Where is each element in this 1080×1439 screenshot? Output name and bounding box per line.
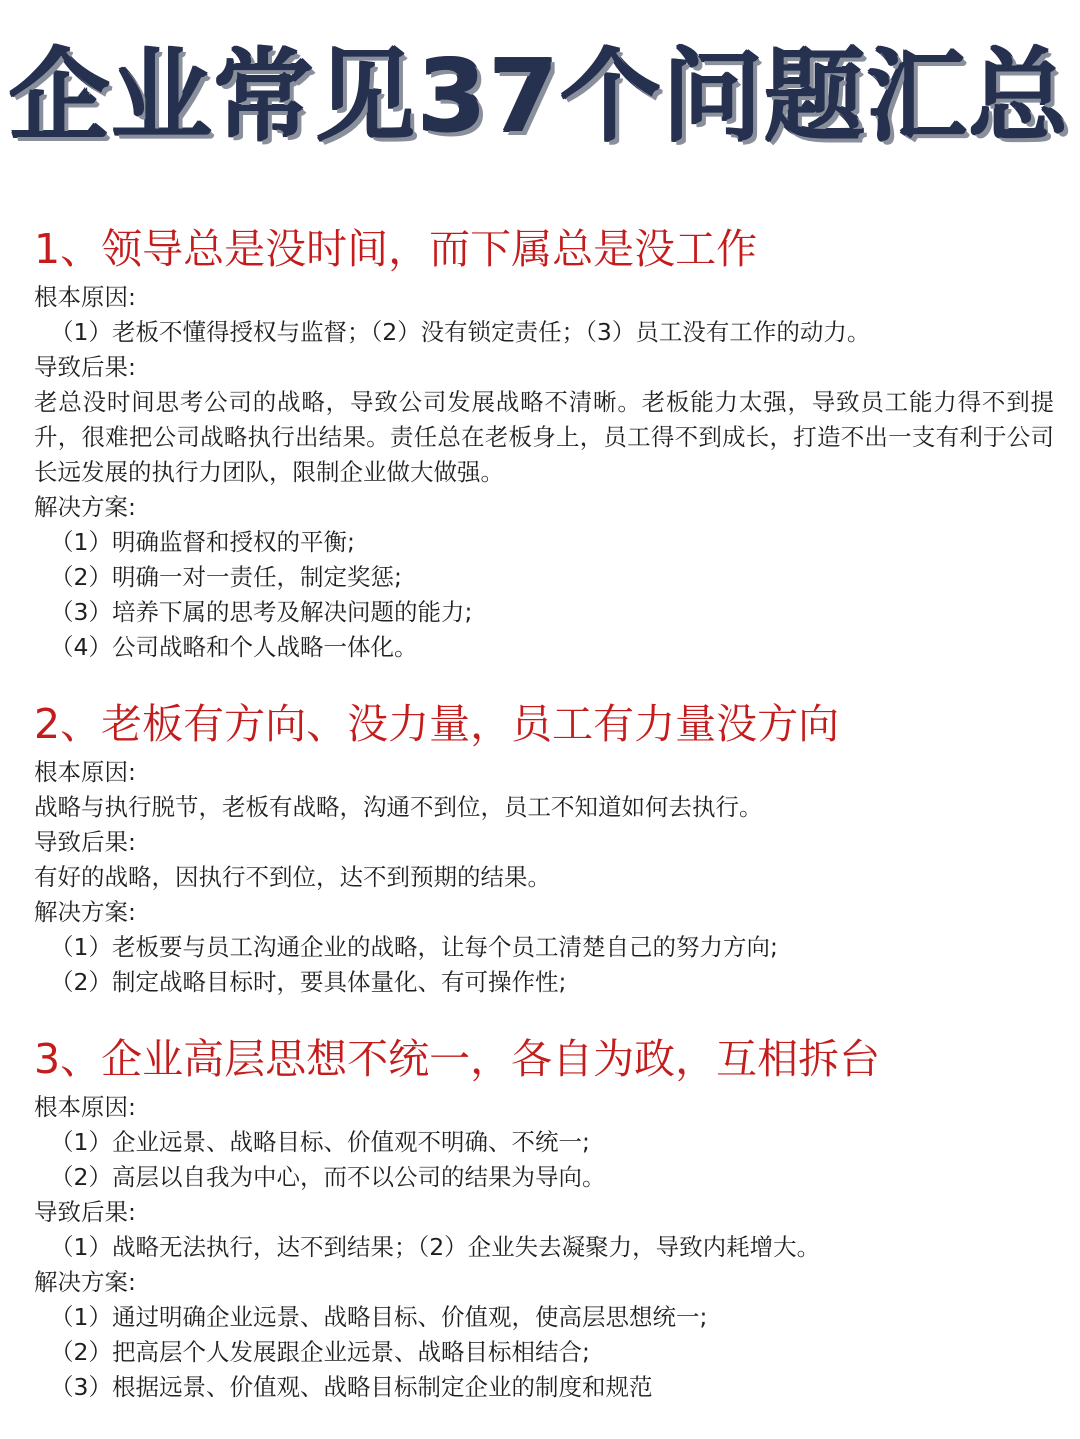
problem-section-2: [34, 695, 1054, 1000]
cause-line: （1）老板不懂得授权与监督；（2）没有锁定责任；（3）员工没有工作的动力。: [50, 318, 871, 346]
effect-label: 导致后果:: [34, 828, 136, 856]
solution-line: （4）公司战略和个人战略一体化。: [50, 633, 418, 661]
problem-section-3: [34, 1030, 1054, 1405]
effect-text: 老总没时间思考公司的战略，导致公司发展战略不清晰。老板能力太强，导致员工能力得不到提升，很难把公司战略执行出结果。责任总在老板身上，员工得不到成长，打造不出一支有利于公司长远发展的执行力团队，限制企业做大做强。: [34, 388, 1054, 486]
solution-label: 解决方案:: [34, 493, 136, 521]
solution-line: （3）根据远景、价值观、战略目标制定企业的制度和规范: [50, 1373, 653, 1401]
solution-line: （1）明确监督和授权的平衡;: [50, 528, 355, 556]
solution-label: 解决方案:: [34, 898, 136, 926]
solution-line: （2）制定战略目标时，要具体量化、有可操作性;: [50, 968, 567, 996]
cause-line: （2）高层以自我为中心，而不以公司的结果为导向。: [50, 1163, 606, 1191]
solution-line: （2）明确一对一责任，制定奖惩;: [50, 563, 402, 591]
solution-line: （1）老板要与员工沟通企业的战略，让每个员工清楚自己的努力方向;: [50, 933, 778, 961]
solution-line: （3）培养下属的思考及解决问题的能力;: [50, 598, 473, 626]
cause-text: 战略与执行脱节，老板有战略，沟通不到位，员工不知道如何去执行。: [34, 793, 763, 821]
effect-line: （1）战略无法执行，达不到结果；（2）企业失去凝聚力，导致内耗增大。: [50, 1233, 821, 1261]
effect-label: 导致后果:: [34, 353, 136, 381]
page-title: 企业常见37个问题汇总: [9, 38, 1071, 155]
cause-label: 根本原因:: [34, 283, 136, 311]
effect-label: 导致后果:: [34, 1198, 136, 1226]
solution-line: （2）把高层个人发展跟企业远景、战略目标相结合;: [50, 1338, 590, 1366]
section-heading: 3、企业高层思想不统一，各自为政，互相拆台: [34, 1035, 881, 1083]
solution-label: 解决方案:: [34, 1268, 136, 1296]
section-heading: 2、老板有方向、没力量，员工有力量没方向: [34, 700, 840, 748]
problem-section-1: [34, 220, 1054, 665]
section-heading: 1、领导总是没时间，而下属总是没工作: [34, 225, 758, 273]
cause-label: 根本原因:: [34, 1093, 136, 1121]
cause-label: 根本原因:: [34, 758, 136, 786]
solution-line: （1）通过明确企业远景、战略目标、价值观，使高层思想统一;: [50, 1303, 708, 1331]
cause-line: （1）企业远景、战略目标、价值观不明确、不统一;: [50, 1128, 590, 1156]
effect-text: 有好的战略，因执行不到位，达不到预期的结果。: [34, 863, 551, 891]
